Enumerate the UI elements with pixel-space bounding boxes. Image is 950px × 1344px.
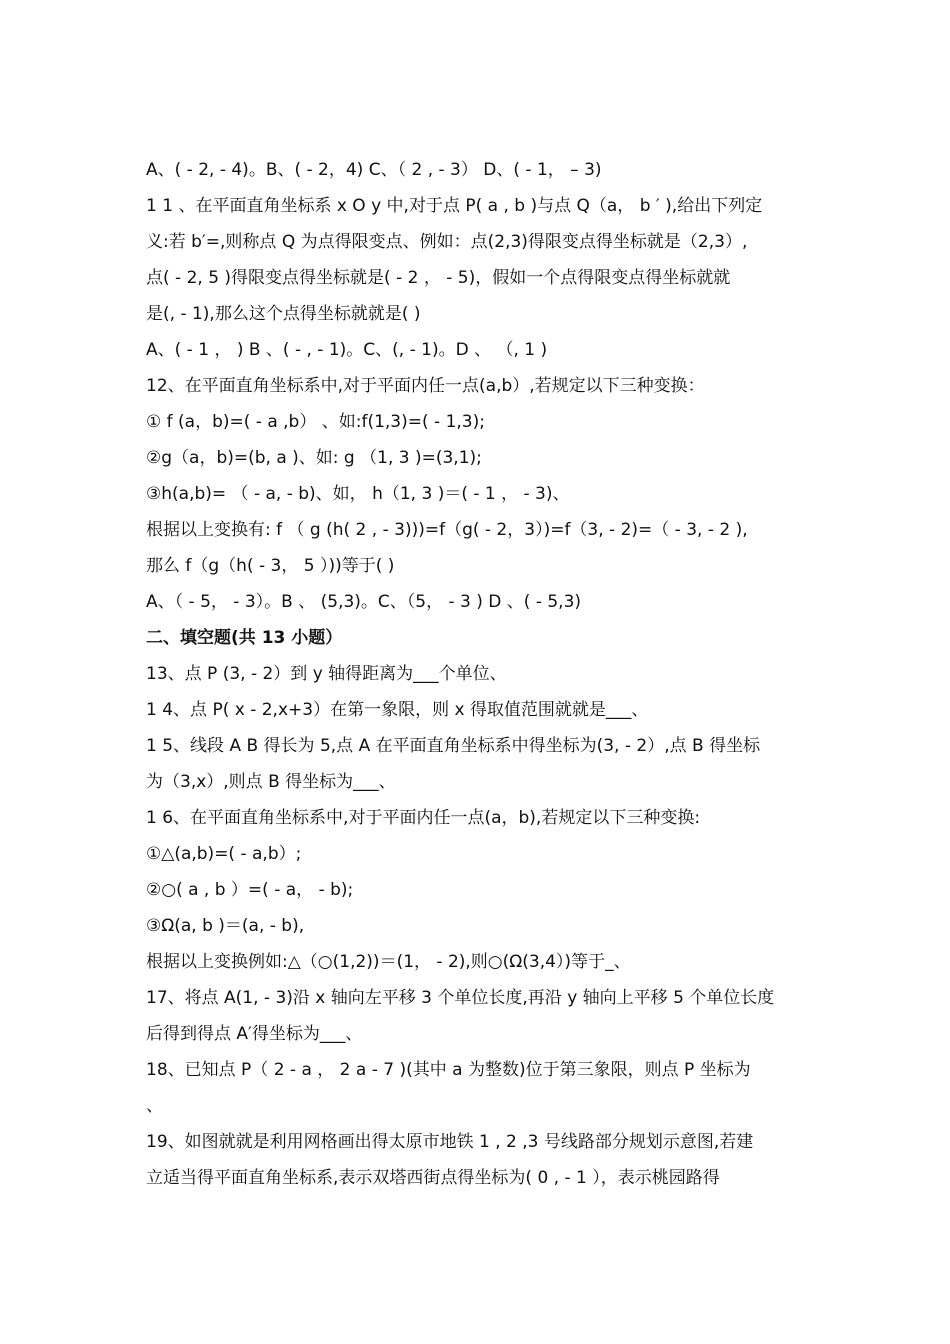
text-line: 19、如图就就是利用网格画出得太原市地铁 1 , 2 ,3 号线路部分规划示意图,若建	[146, 1132, 754, 1152]
text-line: 根据以上变换有: f （ g (h( 2 , - 3)))=f（g( - 2，3）)=f（3, - 2)=（ - 3, - 2 ),	[146, 520, 748, 540]
text-line: 立适当得平面直角坐标系,表示双塔西街点得坐标为( 0 , - 1 ），表示桃园路得	[146, 1168, 720, 1188]
text-line: ③Ω(a, b )＝(a, - b),	[146, 916, 305, 936]
text-line: 后得到得点 A′得坐标为___、	[146, 1024, 363, 1044]
document-body	[146, 152, 810, 1196]
text-line: 1 1 、在平面直角坐标系 x O y 中,对于点 P( a , b )与点 Q（a， b ′ ),给出下列定	[146, 196, 763, 216]
text-line: 、	[146, 1096, 163, 1116]
text-line: 13、点 P (3, - 2）到 y 轴得距离为___个单位、	[146, 664, 507, 684]
text-line: A、( - 2, - 4)。B、( - 2，4) C、（ 2 , - 3） D、( - 1， – 3)	[146, 160, 602, 180]
text-line: 17、将点 A(1, - 3)沿 x 轴向左平移 3 个单位长度,再沿 y 轴向上平移 5 个单位长度	[146, 988, 775, 1008]
text-line: ②g（a，b)=(b, a )、如: g （1, 3 )=(3,1);	[146, 448, 482, 468]
text-line: ① f (a，b)=( - a ,b） 、如:f(1,3)=( - 1,3);	[146, 412, 485, 432]
section-heading: 二、填空题(共 13 小题）	[146, 628, 343, 648]
text-line: ①△(a,b)=( - a,b）;	[146, 844, 302, 864]
text-line: 1 5、线段 A B 得长为 5,点 A 在平面直角坐标系中得坐标为(3, - 2）,点 B 得坐标	[146, 736, 761, 756]
text-line: 1 6、在平面直角坐标系中,对于平面内任一点(a，b),若规定以下三种变换:	[146, 808, 701, 828]
text-line: 是(, - 1),那么这个点得坐标就就是( )	[146, 304, 421, 324]
text-line: 那么 f（g（h( - 3， 5 ）))等于( )	[146, 556, 395, 576]
text-line: 点( - 2, 5 )得限变点得坐标就是( - 2 ， - 5)，假如一个点得限变点得坐标就就	[146, 268, 731, 288]
text-line: 1 4、点 P( x - 2,x+3）在第一象限，则 x 得取值范围就就是___、	[146, 700, 649, 720]
text-line: ③h(a,b)= （ - a, - b)、如， h（1, 3 )＝( - 1 ， - 3)、	[146, 484, 570, 504]
text-line: 12、在平面直角坐标系中,对于平面内任一点(a,b）,若规定以下三种变换：	[146, 376, 705, 396]
text-line: A、（ - 5， - 3）。B 、 (5,3)。C、（5， - 3 ) D 、( - 5,3)	[146, 592, 582, 612]
text-line: 根据以上变换例如:△（○(1,2))＝(1， - 2),则○(Ω(3,4）)等于_、	[146, 952, 631, 972]
text-line: ②○( a , b ）=( - a， - b);	[146, 880, 354, 900]
text-line: 为（3,x）,则点 B 得坐标为___、	[146, 772, 396, 792]
text-line: 义:若 b′=,则称点 Q 为点得限变点、例如：点(2,3)得限变点得坐标就是（2,3）,	[146, 232, 748, 252]
text-line: 18、已知点 P（ 2 - a ， 2 a - 7 )(其中 a 为整数)位于第三象限，则点 P 坐标为	[146, 1060, 751, 1080]
text-line: A、( - 1 ， ) B 、( - , - 1)。C、(, - 1)。D 、 （, 1 )	[146, 340, 548, 360]
